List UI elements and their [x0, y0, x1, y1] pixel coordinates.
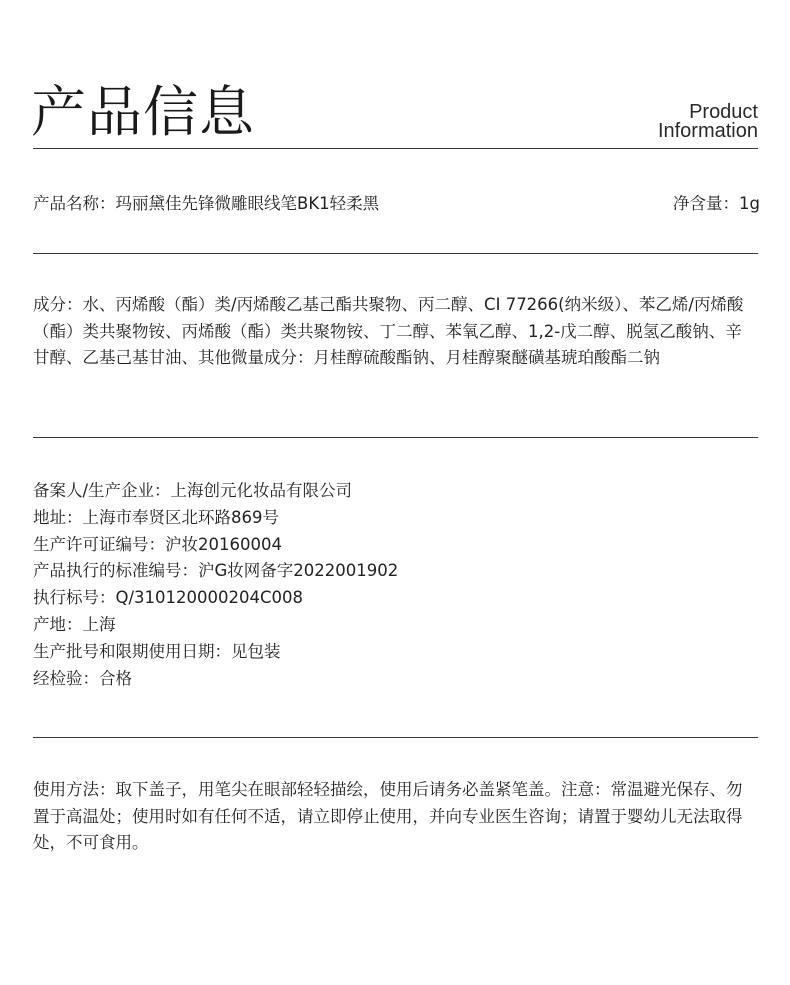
detail-origin: 产地：上海: [33, 614, 116, 634]
product-info-sheet: [33, 0, 758, 985]
usage-instructions: 使用方法：取下盖子，用笔尖在眼部轻轻描绘，使用后请务必盖紧笔盖。注意：常温避光保存、勿置于高温处；使用时如有任何不适，请立即停止使用，并向专业医生咨询；请置于婴幼儿无法取得处，不可食用。: [33, 780, 743, 852]
company-details-list: [33, 478, 758, 692]
detail-executive-standard: 执行标号：Q/310120000204C008: [33, 588, 304, 608]
section-divider-1: [33, 253, 758, 254]
detail-address: 地址：上海市奉贤区北环路869号: [33, 507, 279, 527]
section-divider-2: [33, 437, 758, 438]
detail-standard-number: 产品执行的标准编号：沪G妆网备字2022001902: [33, 561, 399, 581]
subtitle-line-information: Information: [657, 120, 758, 142]
page-title: 产品信息: [31, 80, 256, 144]
net-content: 净含量：1g: [673, 194, 760, 213]
page-header: [33, 78, 758, 148]
product-name: 产品名称：玛丽黛佳先锋微雕眼线笔BK1轻柔黑: [33, 194, 380, 213]
detail-inspection: 经检验：合格: [33, 668, 132, 688]
page-subtitle: [658, 103, 758, 141]
detail-batch-expiry: 生产批号和限期使用日期：见包装: [33, 641, 281, 661]
section-divider-3: [33, 737, 758, 738]
ingredients-text: 成分：水、丙烯酸（酯）类/丙烯酸乙基己酯共聚物、丙二醇、CI 77266(纳米级）、苯乙烯/丙烯酸（酯）类共聚物铵、丙烯酸（酯）类共聚物铵、丁二醇、苯氧乙醇、1,2-戊二醇、脱氢乙酸钠、辛甘醇、乙基己基甘油、其他微量成分：月桂醇硫酸酯钠、月桂醇聚醚磺基琥珀酸酯二钠: [33, 295, 744, 367]
subtitle-line-product: Product: [689, 101, 758, 123]
header-divider: [33, 148, 758, 149]
detail-filing-company: 备案人/生产企业：上海创元化妆品有限公司: [33, 481, 353, 500]
detail-production-license: 生产许可证编号：沪妆20160004: [33, 534, 282, 554]
product-name-row: [33, 191, 760, 217]
